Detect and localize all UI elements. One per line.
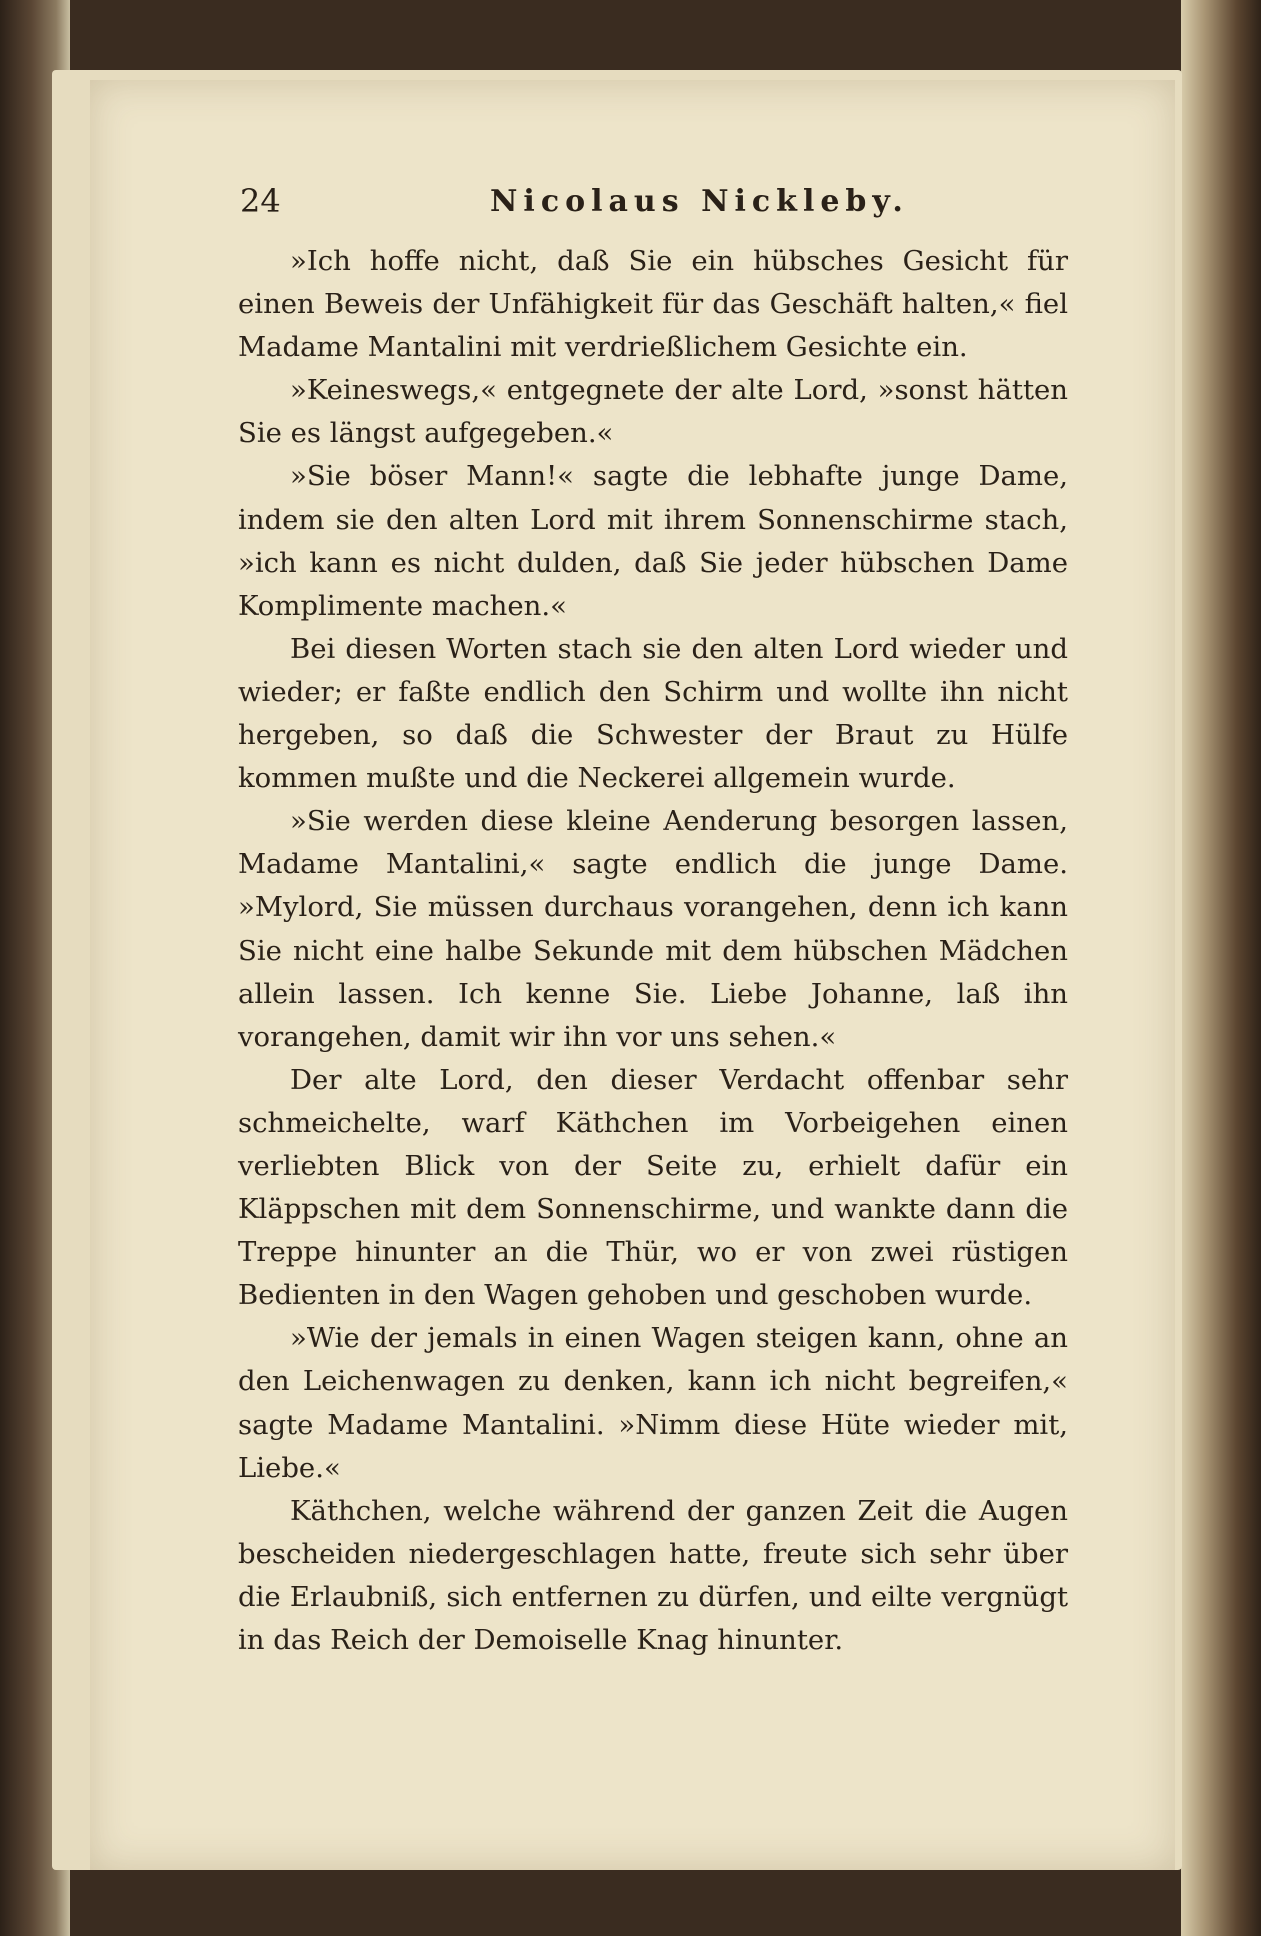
paragraph-1: »Ich hoffe nicht, daß Sie ein hübsches Gesicht für einen Beweis der Unfähigkeit für das Geschäft halten,« fiel Madame Mantalini mit verdrießlichem Gesichte ein.	[238, 245, 1068, 364]
paragraph-5: »Sie werden diese kleine Aenderung besorgen lassen, Madame Mantalini,« sagte endlich die junge Dame. »Mylord, Sie müssen durchaus vorangehen, denn ich kann Sie nicht eine halbe Sekunde mit dem hübschen Mädchen allein lassen. Ich kenne Sie. Liebe Johanne, laß ihn vorangehen, damit wir ihn vor uns sehen.«	[238, 805, 1068, 1053]
paragraph-4: Bei diesen Worten stach sie den alten Lord wieder und wieder; er faßte endlich den Schirm und wollte ihn nicht hergeben, so daß die Schwester der Braut zu Hülfe kommen mußte und die Neckerei allgemein wurde.	[238, 632, 1068, 795]
body-text	[238, 240, 1068, 1662]
paragraph-2: »Keineswegs,« entgegnete der alte Lord, »sonst hätten Sie es längst aufgegeben.«	[238, 374, 1068, 450]
paragraph-7: »Wie der jemals in einen Wagen steigen kann, ohne an den Leichenwagen zu denken, kann ich nicht begreifen,« sagte Madame Mantalini. »Nimm diese Hüte wieder mit, Liebe.«	[238, 1322, 1068, 1484]
paragraph-3: »Sie böser Mann!« sagte die lebhafte junge Dame, indem sie den alten Lord mit ihrem Sonnenschirme stach, »ich kann es nicht dulden, daß Sie jeder hübschen Dame Komplimente machen.«	[238, 460, 1068, 622]
book-cover-right	[1181, 0, 1261, 1936]
page-number: 24	[240, 182, 281, 220]
paragraph-6: Der alte Lord, den dieser Verdacht offenbar sehr schmeichelte, warf Käthchen im Vorbeigehen einen verliebten Blick von der Seite zu, erhielt dafür ein Kläppschen mit dem Sonnenschirme, und wankte dann die Treppe hinunter an die Thür, wo er von zwei rüstigen Bedienten in den Wagen gehoben und geschoben wurde.	[238, 1063, 1068, 1312]
paragraph-8: Käthchen, welche während der ganzen Zeit die Augen bescheiden niedergeschlagen hatte, freute sich sehr über die Erlaubniß, sich entfernen zu dürfen, und eilte vergnügt in das Reich der Demoiselle Knag hinunter.	[238, 1494, 1068, 1656]
running-title: Nicolaus Nickleby.	[490, 184, 909, 219]
page-header	[240, 182, 1060, 230]
